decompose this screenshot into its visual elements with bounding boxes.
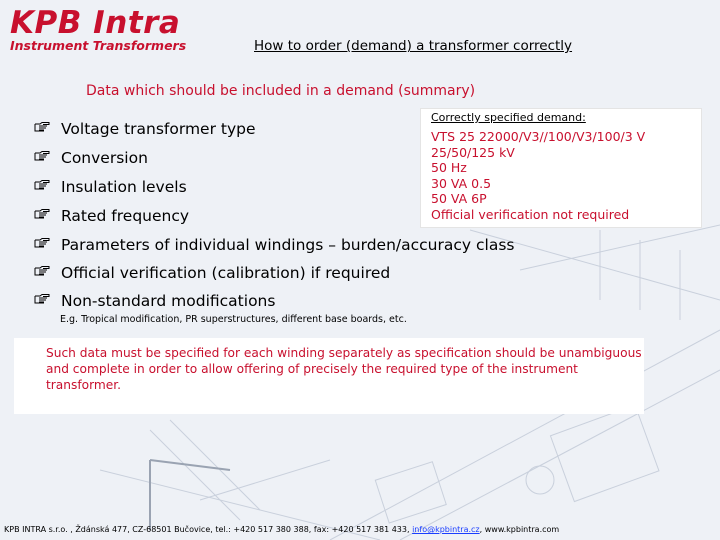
demand-lines — [431, 129, 645, 222]
logo-subtitle: Instrument Transformers — [10, 38, 187, 53]
list-item-text: Voltage transformer type — [61, 120, 256, 138]
company-logo — [10, 6, 186, 53]
pointing-hand-icon — [34, 180, 50, 190]
section-heading: Data which should be included in a demand (summary) — [86, 83, 476, 99]
list-item-text: Non-standard modifications — [61, 292, 276, 310]
pointing-hand-icon — [34, 122, 50, 132]
pointing-hand-icon — [34, 238, 50, 248]
demand-line: VTS 25 22000/V3//100/V3/100/3 V — [431, 129, 646, 144]
pointing-hand-icon — [34, 209, 50, 219]
demand-line: 25/50/125 kV — [431, 144, 515, 160]
summary-box — [14, 338, 644, 414]
example-note: E.g. Tropical modification, PR superstructures, different base boards, etc. — [60, 314, 407, 325]
list-item-text: Official verification (calibration) if required — [61, 264, 391, 282]
demand-caption: Correctly specified demand: — [431, 111, 586, 124]
summary-text: Such data must be specified for each winding separately as specification should be unambiguous and complete in order to allow offering of precisely the required type of the instrument transformer. — [46, 346, 642, 392]
list-item-text: Insulation levels — [61, 178, 187, 196]
footer-website: , www.kpbintra.com — [479, 525, 560, 534]
pointing-hand-icon — [34, 151, 50, 161]
demand-line: 50 VA 6P — [431, 191, 487, 206]
page-title: How to order (demand) a transformer correctly — [254, 38, 573, 54]
email-link[interactable]: info@kpbintra.cz — [412, 525, 480, 534]
pointing-hand-icon — [34, 294, 50, 304]
demand-line: 50 Hz — [431, 160, 467, 175]
demand-line: Official verification not required — [431, 206, 630, 222]
demand-line: 30 VA 0.5 — [431, 175, 492, 191]
footer — [4, 525, 559, 534]
footer-contact: KPB INTRA s.r.o. , Ždánská 477, CZ-68501 Bučovice, tel.: +420 517 380 388, fax: +420 517 381 433, — [4, 525, 413, 534]
demand-example-box — [420, 108, 702, 228]
list-item-text: Parameters of individual windings – burden/accuracy class — [61, 236, 515, 254]
list-item-text: Rated frequency — [61, 207, 190, 225]
pointing-hand-icon — [34, 266, 50, 276]
list-item-text: Conversion — [61, 149, 148, 167]
logo-main-text: KPB Intra — [10, 5, 181, 41]
